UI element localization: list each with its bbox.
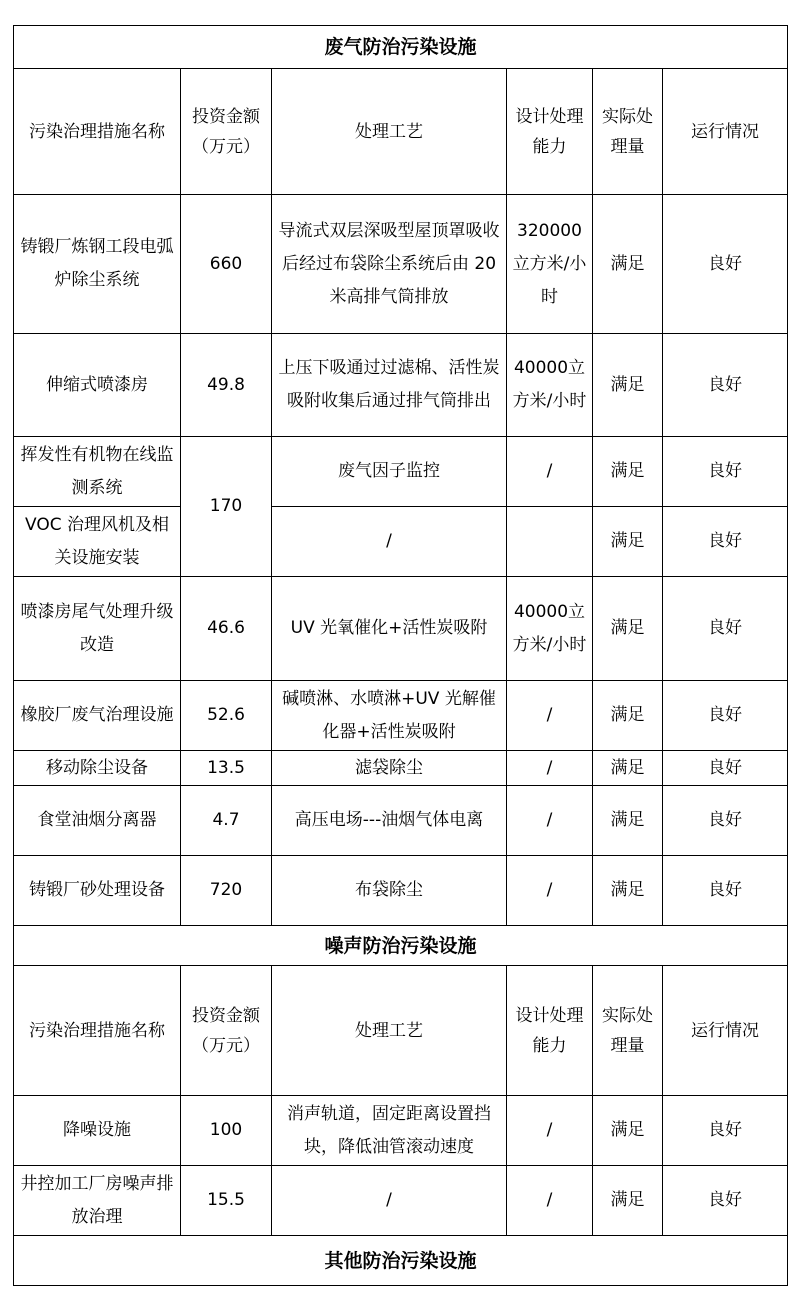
measure-cell: 降噪设施 xyxy=(14,1096,181,1166)
header-status: 运行情况 xyxy=(663,966,788,1096)
measure-cell: 铸锻厂炼钢工段电弧炉除尘系统 xyxy=(14,195,181,334)
capacity-cell: 40000立方米/小时 xyxy=(507,577,593,681)
capacity-cell: / xyxy=(507,437,593,507)
actual-cell: 满足 xyxy=(593,1166,663,1236)
status-cell: 良好 xyxy=(663,786,788,856)
process-cell: / xyxy=(272,1166,507,1236)
process-cell: UV 光氧催化+活性炭吸附 xyxy=(272,577,507,681)
status-cell: 良好 xyxy=(663,195,788,334)
capacity-cell: 40000立方米/小时 xyxy=(507,334,593,437)
actual-cell: 满足 xyxy=(593,195,663,334)
status-cell: 良好 xyxy=(663,856,788,926)
table-row xyxy=(14,334,788,437)
capacity-cell: / xyxy=(507,1166,593,1236)
capacity-cell: / xyxy=(507,751,593,786)
measure-cell: 橡胶厂废气治理设施 xyxy=(14,681,181,751)
process-cell: 布袋除尘 xyxy=(272,856,507,926)
header-capacity: 设计处理能力 xyxy=(507,69,593,195)
measure-cell: 移动除尘设备 xyxy=(14,751,181,786)
status-cell: 良好 xyxy=(663,577,788,681)
capacity-cell: / xyxy=(507,1096,593,1166)
actual-cell: 满足 xyxy=(593,334,663,437)
process-cell: / xyxy=(272,507,507,577)
actual-cell: 满足 xyxy=(593,437,663,507)
header-measure: 污染治理措施名称 xyxy=(14,69,181,195)
process-cell: 滤袋除尘 xyxy=(272,751,507,786)
table-row xyxy=(14,437,788,507)
section-title-waste-gas: 废气防治污染设施 xyxy=(14,26,788,69)
investment-cell: 100 xyxy=(181,1096,272,1166)
status-cell: 良好 xyxy=(663,334,788,437)
measure-cell: 喷漆房尾气处理升级改造 xyxy=(14,577,181,681)
investment-cell: 170 xyxy=(181,437,272,577)
table-row xyxy=(14,856,788,926)
investment-cell: 4.7 xyxy=(181,786,272,856)
table-header-row xyxy=(14,69,788,195)
capacity-cell: / xyxy=(507,681,593,751)
actual-cell: 满足 xyxy=(593,1096,663,1166)
status-cell: 良好 xyxy=(663,681,788,751)
investment-cell: 15.5 xyxy=(181,1166,272,1236)
section-title-noise: 噪声防治污染设施 xyxy=(14,926,788,966)
process-cell: 消声轨道，固定距离设置挡块，降低油管滚动速度 xyxy=(272,1096,507,1166)
status-cell: 良好 xyxy=(663,507,788,577)
pollution-facilities-table xyxy=(13,25,788,1286)
actual-cell: 满足 xyxy=(593,786,663,856)
table-row xyxy=(14,751,788,786)
header-investment: 投资金额（万元） xyxy=(181,69,272,195)
header-process: 处理工艺 xyxy=(272,966,507,1096)
process-cell: 导流式双层深吸型屋顶罩吸收后经过布袋除尘系统后由 20 米高排气筒排放 xyxy=(272,195,507,334)
table-row xyxy=(14,1166,788,1236)
investment-cell: 49.8 xyxy=(181,334,272,437)
status-cell: 良好 xyxy=(663,1096,788,1166)
status-cell: 良好 xyxy=(663,1166,788,1236)
table-row xyxy=(14,195,788,334)
actual-cell: 满足 xyxy=(593,751,663,786)
header-status: 运行情况 xyxy=(663,69,788,195)
measure-cell: 铸锻厂砂处理设备 xyxy=(14,856,181,926)
measure-cell: 挥发性有机物在线监测系统 xyxy=(14,437,181,507)
capacity-cell xyxy=(507,507,593,577)
table-row xyxy=(14,507,788,577)
table-row xyxy=(14,577,788,681)
header-actual: 实际处理量 xyxy=(593,69,663,195)
header-capacity: 设计处理能力 xyxy=(507,966,593,1096)
investment-cell: 52.6 xyxy=(181,681,272,751)
table-row xyxy=(14,681,788,751)
header-actual: 实际处理量 xyxy=(593,966,663,1096)
actual-cell: 满足 xyxy=(593,681,663,751)
measure-cell: 食堂油烟分离器 xyxy=(14,786,181,856)
capacity-cell: / xyxy=(507,856,593,926)
process-cell: 碱喷淋、水喷淋+UV 光解催化器+活性炭吸附 xyxy=(272,681,507,751)
capacity-cell: / xyxy=(507,786,593,856)
process-cell: 废气因子监控 xyxy=(272,437,507,507)
process-cell: 上压下吸通过过滤棉、活性炭吸附收集后通过排气筒排出 xyxy=(272,334,507,437)
actual-cell: 满足 xyxy=(593,856,663,926)
section-title-other: 其他防治污染设施 xyxy=(14,1236,788,1286)
investment-cell: 720 xyxy=(181,856,272,926)
measure-cell: VOC 治理风机及相关设施安装 xyxy=(14,507,181,577)
status-cell: 良好 xyxy=(663,437,788,507)
investment-cell: 660 xyxy=(181,195,272,334)
investment-cell: 13.5 xyxy=(181,751,272,786)
header-process: 处理工艺 xyxy=(272,69,507,195)
actual-cell: 满足 xyxy=(593,507,663,577)
table-row xyxy=(14,786,788,856)
table-header-row xyxy=(14,966,788,1096)
measure-cell: 井控加工厂房噪声排放治理 xyxy=(14,1166,181,1236)
process-cell: 高压电场---油烟气体电离 xyxy=(272,786,507,856)
table-row xyxy=(14,1096,788,1166)
status-cell: 良好 xyxy=(663,751,788,786)
investment-cell: 46.6 xyxy=(181,577,272,681)
header-measure: 污染治理措施名称 xyxy=(14,966,181,1096)
capacity-cell: 320000立方米/小时 xyxy=(507,195,593,334)
header-investment: 投资金额（万元） xyxy=(181,966,272,1096)
actual-cell: 满足 xyxy=(593,577,663,681)
measure-cell: 伸缩式喷漆房 xyxy=(14,334,181,437)
